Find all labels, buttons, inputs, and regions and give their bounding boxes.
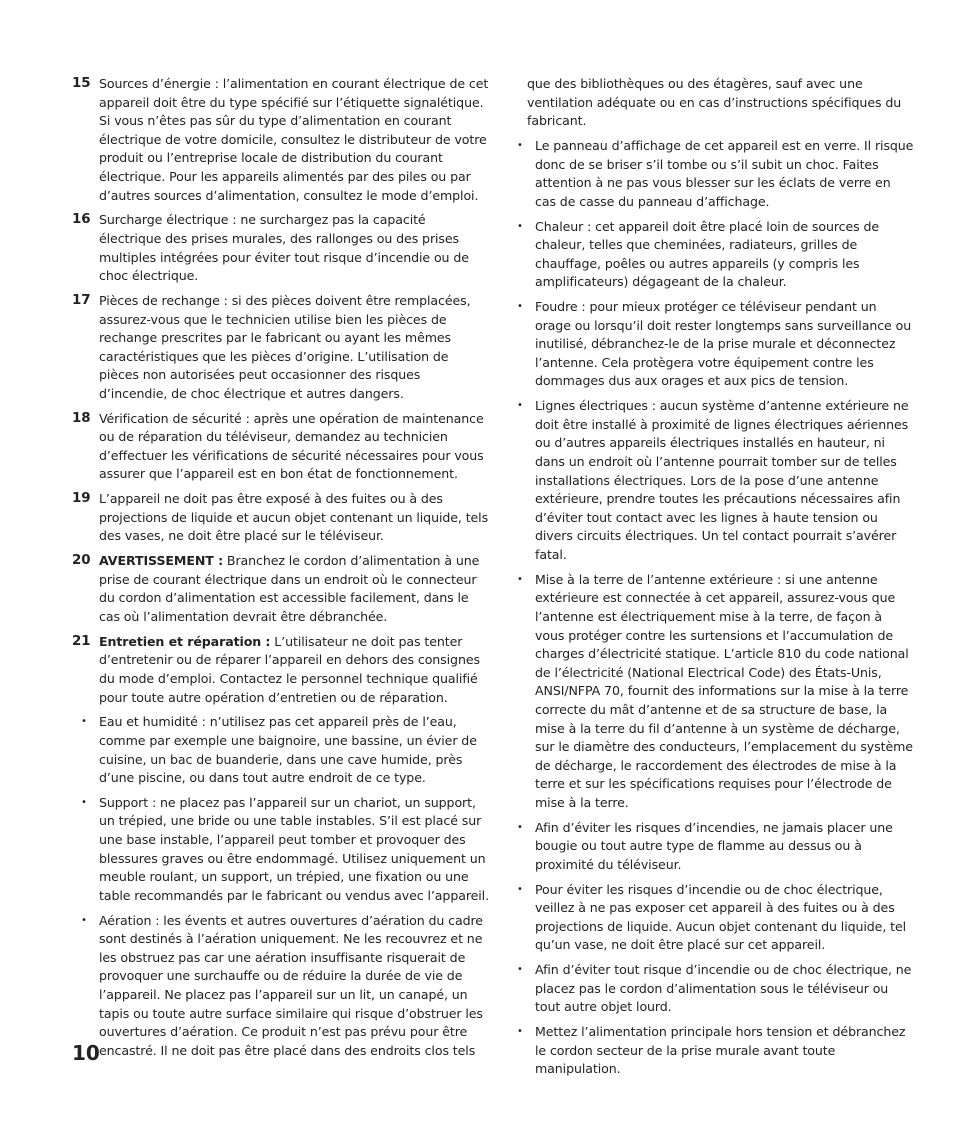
item-lead: Entretien et réparation : — [99, 633, 271, 649]
item-number: 19 — [72, 491, 91, 507]
item-number: 16 — [72, 212, 91, 228]
numbered-item — [72, 292, 490, 404]
numbered-item — [72, 75, 490, 205]
item-text: Chaleur : cet appareil doit être placé loin de sources de chaleur, telles que cheminées, radiateurs, grilles de chauffage, poêles ou autres appareils (y compris les amplificateurs) dégageant de la chaleur. — [535, 218, 880, 290]
page-number: 10 — [72, 1041, 100, 1065]
bullet-marker: • — [517, 400, 523, 412]
bullet-item — [72, 912, 490, 1061]
numbered-item — [72, 211, 490, 285]
bullet-marker: • — [517, 1026, 523, 1038]
item-number: 18 — [72, 410, 91, 426]
item-text: Aération : les évents et autres ouvertures d’aération du cadre sont destinés à l’aération uniquement. Ne les recouvrez et ne les obstruez pas car une aération insuffisante risquerait de provoquer une surchauffe ou de réduire la durée de vie de l’appareil. Ne placez pas l’appareil sur un lit, un canapé, un tapis ou toute autre surface similaire qui risque d’obstruer les ouvertures d’aération. Ce produit n’est pas prévu pour être encastré. Il ne doit pas être placé dans des endroits clos tels — [99, 912, 483, 1058]
item-text: Pièces de rechange : si des pièces doivent être remplacées, assurez-vous que le technicien utilise bien les pièces de rechange prescrites par le fabricant ou ayant les mêmes caractéristiques que les pièces d’origine. L’utilisation de pièces non autorisées peut occasionner des risques d’incendie, de choc électrique et autres dangers. — [99, 292, 471, 401]
item-text: Branchez le cordon d’alimentation à une prise de courant électrique dans un endroit où le connecteur du cordon d’alimentation est accessible facilement, dans le cas où l’alimentation devrait être débranchée. — [99, 553, 480, 624]
numbered-item — [72, 410, 490, 484]
bullet-item — [72, 713, 490, 787]
bullet-item — [508, 397, 914, 564]
bullet-item — [508, 819, 914, 875]
bullet-item — [508, 137, 914, 211]
bullet-item — [508, 881, 914, 955]
item-text: Afin d’éviter les risques d’incendies, ne jamais placer une bougie ou tout autre type de flamme au dessus ou à proximité du téléviseur. — [535, 819, 893, 872]
bullet-item — [508, 218, 914, 292]
item-text: que des bibliothèques ou des étagères, sauf avec une ventilation adéquate ou en cas d’instructions spécifiques du fabricant. — [527, 76, 902, 129]
numbered-item — [72, 552, 490, 626]
bullet-item — [508, 571, 914, 813]
item-text: Foudre : pour mieux protéger ce téléviseur pendant un orage ou lorsqu’il doit rester longtemps sans surveillance ou inutilisé, débranchez-le de la prise murale et déconnectez l’antenne. Cela protègera votre équipement contre les dommages dus aux orages et aux pics de tension. — [535, 299, 912, 389]
item-text: L’utilisateur ne doit pas tenter d’entretenir ou de réparer l’appareil en dehors des consignes du mode d’emploi. Contactez le personnel technique qualifié pour toute autre opération d’entretien ou de réparation. — [99, 633, 480, 705]
bullet-marker: • — [517, 139, 523, 151]
item-text: Surcharge électrique : ne surchargez pas la capacité électrique des prises murales, des rallonges ou des prises multiples intégrées pour éviter tout risque d’incendie ou de choc électrique. — [99, 212, 469, 284]
bullet-marker: • — [517, 573, 523, 585]
item-text: Sources d’énergie : l’alimentation en courant électrique de cet appareil doit être du type spécifié sur l’étiquette signalétique. Si vous n’êtes pas sûr du type d’alimentation en courant électrique de votre domicile, consultez le distributeur de votre produit ou l’entreprise locale de distribution du courant électrique. Pour les appareils alimentés par des piles ou par d’autres sources d’alimentation, consultez le mode d’emploi. — [99, 76, 489, 203]
bullet-marker: • — [517, 301, 523, 313]
item-text: Afin d’éviter tout risque d’incendie ou de choc électrique, ne placez pas le cordon d’alimentation sous le téléviseur ou tout autre objet lourd. — [535, 962, 912, 1015]
bullet-marker: • — [81, 716, 87, 728]
bullet-item — [508, 298, 914, 391]
item-text: Le panneau d’affichage de cet appareil est en verre. Il risque donc de se briser s’il tombe ou s’il subit un choc. Faites attention à ne pas vous blesser sur les éclats de verre en cas de casse du panneau d’affichage. — [535, 137, 914, 209]
item-text: Support : ne placez pas l’appareil sur un chariot, un support, un trépied, une bride ou une table instables. S’il est placé sur une base instable, l’appareil peut tomber et provoquer des blessures graves ou être endommagé. Utilisez uniquement un meuble roulant, un support, un trépied, une fixation ou une table recommandés par le fabricant ou vendus avec l’appareil. — [99, 794, 489, 903]
item-text: Lignes électriques : aucun système d’antenne extérieure ne doit être installé à proximité de lignes électriques aériennes ou d’autres appareils électriques installés en hauteur, ni dans un endroit où l’antenne pourrait tomber sur de telles installations électriques. Lors de la pose d’une antenne extérieure, prendre toutes les précautions nécessaires afin d’éviter tout contact avec les lignes à haute tension ou divers circuits électriques. Un tel contact pourrait s’avérer fatal. — [535, 398, 909, 562]
bullet-item — [508, 1023, 914, 1079]
bullet-marker: • — [517, 883, 523, 895]
item-number: 21 — [72, 633, 91, 649]
item-text: Mettez l’alimentation principale hors tension et débranchez le cordon secteur de la prise murale avant toute manipulation. — [535, 1024, 906, 1077]
bullet-marker: • — [81, 914, 87, 926]
item-lead: AVERTISSEMENT : — [99, 553, 224, 569]
left-column — [72, 75, 490, 1067]
item-number: 20 — [72, 553, 91, 569]
item-number: 15 — [72, 76, 91, 91]
bullet-item — [508, 961, 914, 1017]
bullet-item — [72, 794, 490, 906]
continued-paragraph — [508, 75, 914, 131]
item-text: Pour éviter les risques d’incendie ou de choc électrique, veillez à ne pas exposer cet appareil à des fuites ou à des projections de liquide. Aucun objet contenant du liquide, tel qu’un vase, ne doit être placé sur cet appareil. — [535, 881, 907, 953]
item-text: Eau et humidité : n’utilisez pas cet appareil près de l’eau, comme par exemple une baignoire, une bassine, un évier de cuisine, un bac de buanderie, dans une cave humide, près d’une piscine, ou dans tout autre endroit de ce type. — [99, 714, 477, 786]
bullet-marker: • — [517, 821, 523, 833]
item-number: 17 — [72, 292, 91, 308]
item-text: L’appareil ne doit pas être exposé à des fuites ou à des projections de liquide et aucun objet contenant un liquide, tels des vases, ne doit être placé sur le téléviseur. — [99, 491, 489, 544]
numbered-item — [72, 490, 490, 546]
item-text: Mise à la terre de l’antenne extérieure : si une antenne extérieure est connectée à cet appareil, assurez-vous que l’antenne est électriquement mise à la terre, de façon à vous protéger contre les surtensions et l’accumulation de charges d’électricité statique. L’article 810 du code national de l’électricité (National Electrical Code) des États-Unis, ANSI/NFPA 70, fournit des informations sur la mise à la terre correcte du mât d’antenne et de sa structure de base, la mise à la terre du fil d’antenne à un système de décharge, sur le diamètre des conducteurs, l’emplacement du système de décharge, le raccordement des électrodes de mise à la terre et sur les spécifications requises pour l’électrode de mise à la terre. — [535, 571, 913, 810]
bullet-marker: • — [517, 964, 523, 976]
item-text: Vérification de sécurité : après une opération de maintenance ou de réparation du téléviseur, demandez au technicien d’effectuer les vérifications de sécurité nécessaires pour vous assurer que l’appareil est en bon état de fonctionnement. — [99, 410, 484, 482]
bullet-marker: • — [81, 796, 87, 808]
bullet-marker: • — [517, 220, 523, 232]
numbered-item — [72, 633, 490, 707]
right-column — [508, 75, 914, 1085]
